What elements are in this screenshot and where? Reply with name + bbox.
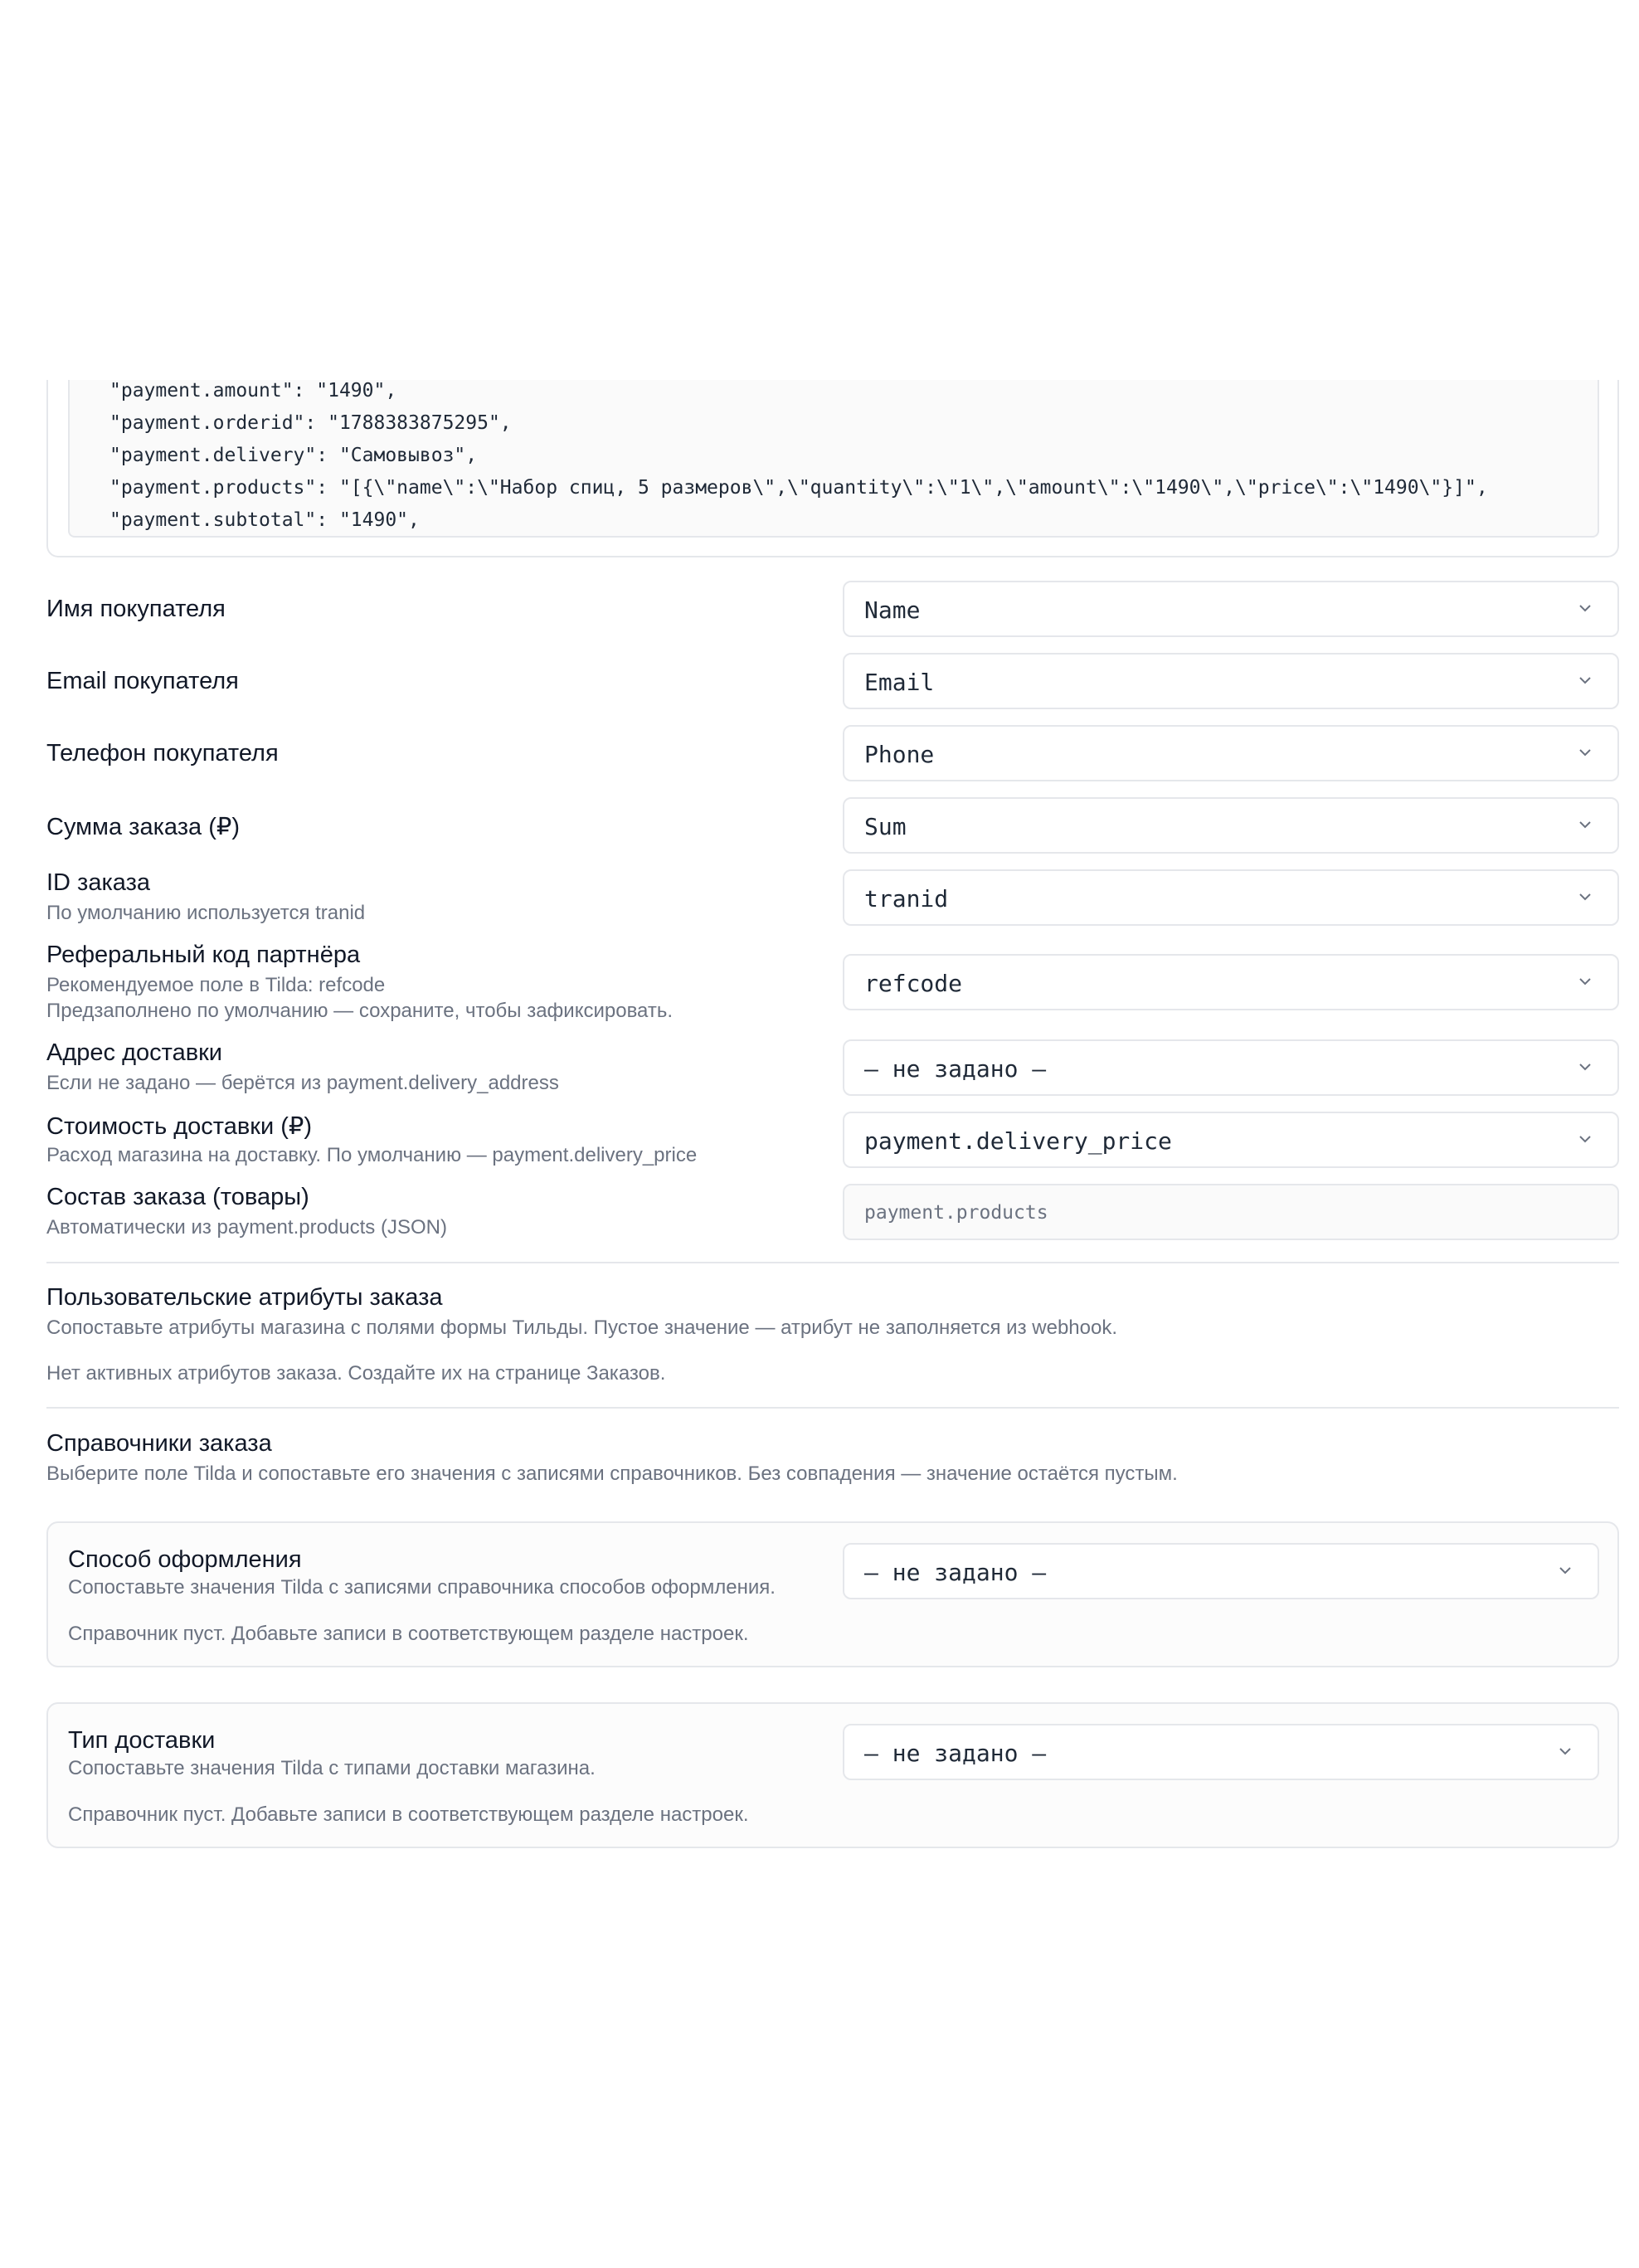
order-id-select-value: tranid: [864, 885, 949, 913]
buyer-name-select-value: Name: [864, 596, 921, 624]
buyer-email-label: Email покупателя: [46, 668, 239, 694]
checkout-method-field-select[interactable]: [843, 1543, 1599, 1599]
refcode-select-value: refcode: [864, 970, 963, 997]
custom-attributes-title: Пользовательские атрибуты заказа: [46, 1284, 443, 1311]
payload-line: "payment.products": "[{\"name\":\"Набор спиц, 5 размеров\",\"quantity\":\"1\",\"amount\":\"1490\",\"price\":\"1490\"}]",: [109, 477, 1488, 499]
chevron-down-icon: [1578, 817, 1593, 832]
delivery-address-select[interactable]: [843, 1039, 1619, 1096]
reference-card-checkout-method: [46, 1521, 1619, 1667]
order-id-select[interactable]: [843, 869, 1619, 926]
reference-empty-state: Справочник пуст. Добавьте записи в соответствующем разделе настроек.: [68, 1623, 749, 1645]
reference-card-subtitle: Сопоставьте значения Tilda с записями справочника способов оформления.: [68, 1576, 776, 1599]
chevron-down-icon: [1578, 745, 1593, 760]
order-id-label: ID заказа: [46, 869, 151, 896]
custom-attributes-empty-state: Нет активных атрибутов заказа. Создайте их на странице Заказов.: [46, 1362, 666, 1385]
section-divider: [46, 1262, 1619, 1263]
payload-line: "payment.delivery": "Самовывоз",: [109, 445, 478, 466]
delivery-type-select-value: — не задано —: [864, 1740, 1047, 1767]
delivery-price-label: Стоимость доставки (₽): [46, 1113, 312, 1140]
webhook-payload-preview[interactable]: [68, 380, 1599, 538]
chevron-down-icon: [1578, 1059, 1593, 1074]
chevron-down-icon: [1558, 1563, 1573, 1578]
payload-line: "payment.amount": "1490",: [109, 380, 397, 402]
order-products-label: Состав заказа (товары): [46, 1184, 309, 1210]
chevron-down-icon: [1558, 1744, 1573, 1759]
chevron-down-icon: [1578, 974, 1593, 989]
buyer-email-select-value: Email: [864, 669, 935, 696]
reference-card-subtitle: Сопоставьте значения Tilda с типами доставки магазина.: [68, 1757, 596, 1779]
order-sum-select[interactable]: [843, 797, 1619, 854]
reference-card-title: Тип доставки: [68, 1727, 216, 1754]
refcode-prefill-note: Предзаполнено по умолчанию — сохраните, чтобы зафиксировать.: [46, 1000, 674, 1022]
reference-card-delivery-type: [46, 1702, 1619, 1848]
references-description: Выберите поле Tilda и сопоставьте его значения с записями справочников. Без совпадения — значение остаётся пустым.: [46, 1463, 1178, 1485]
order-sum-label: Сумма заказа (₽): [46, 814, 240, 840]
checkout-method-select-value: — не задано —: [864, 1559, 1047, 1586]
references-title: Справочники заказа: [46, 1430, 272, 1457]
order-sum-select-value: Sum: [864, 813, 907, 840]
chevron-down-icon: [1578, 1132, 1593, 1146]
buyer-phone-select-value: Phone: [864, 741, 935, 768]
section-divider: [46, 1407, 1619, 1409]
custom-attributes-description: Сопоставьте атрибуты магазина с полями формы Тильды. Пустое значение — атрибут не заполняется из webhook.: [46, 1317, 1117, 1339]
delivery-address-hint: Если не задано — берётся из payment.delivery_address: [46, 1072, 559, 1094]
buyer-phone-select[interactable]: [843, 725, 1619, 781]
refcode-hint: Рекомендуемое поле в Tilda: refcode: [46, 974, 386, 996]
delivery-type-field-select[interactable]: [843, 1724, 1599, 1780]
webhook-payload-card: [46, 380, 1619, 557]
buyer-name-select[interactable]: [843, 581, 1619, 637]
reference-card-title: Способ оформления: [68, 1546, 302, 1573]
reference-empty-state: Справочник пуст. Добавьте записи в соответствующем разделе настроек.: [68, 1803, 749, 1826]
buyer-email-select[interactable]: [843, 653, 1619, 709]
buyer-name-label: Имя покупателя: [46, 596, 226, 622]
delivery-price-select-value: payment.delivery_price: [864, 1127, 1172, 1155]
order-products-hint: Автоматически из payment.products (JSON): [46, 1216, 447, 1239]
buyer-phone-label: Телефон покупателя: [46, 740, 279, 767]
delivery-price-select[interactable]: [843, 1112, 1619, 1168]
refcode-select[interactable]: [843, 954, 1619, 1010]
payload-line: "payment.orderid": "1788383875295",: [109, 412, 512, 434]
order-products-input[interactable]: [843, 1184, 1619, 1240]
order-id-hint: По умолчанию используется tranid: [46, 902, 366, 924]
delivery-price-hint: Расход магазина на доставку. По умолчанию — payment.delivery_price: [46, 1144, 698, 1166]
delivery-address-label: Адрес доставки: [46, 1039, 223, 1066]
delivery-address-select-value: — не задано —: [864, 1055, 1047, 1083]
refcode-label: Реферальный код партнёра: [46, 942, 361, 968]
order-products-placeholder: payment.products: [864, 1202, 1048, 1224]
chevron-down-icon: [1578, 673, 1593, 688]
payload-line: "payment.subtotal": "1490",: [109, 509, 420, 531]
chevron-down-icon: [1578, 889, 1593, 904]
chevron-down-icon: [1578, 601, 1593, 616]
